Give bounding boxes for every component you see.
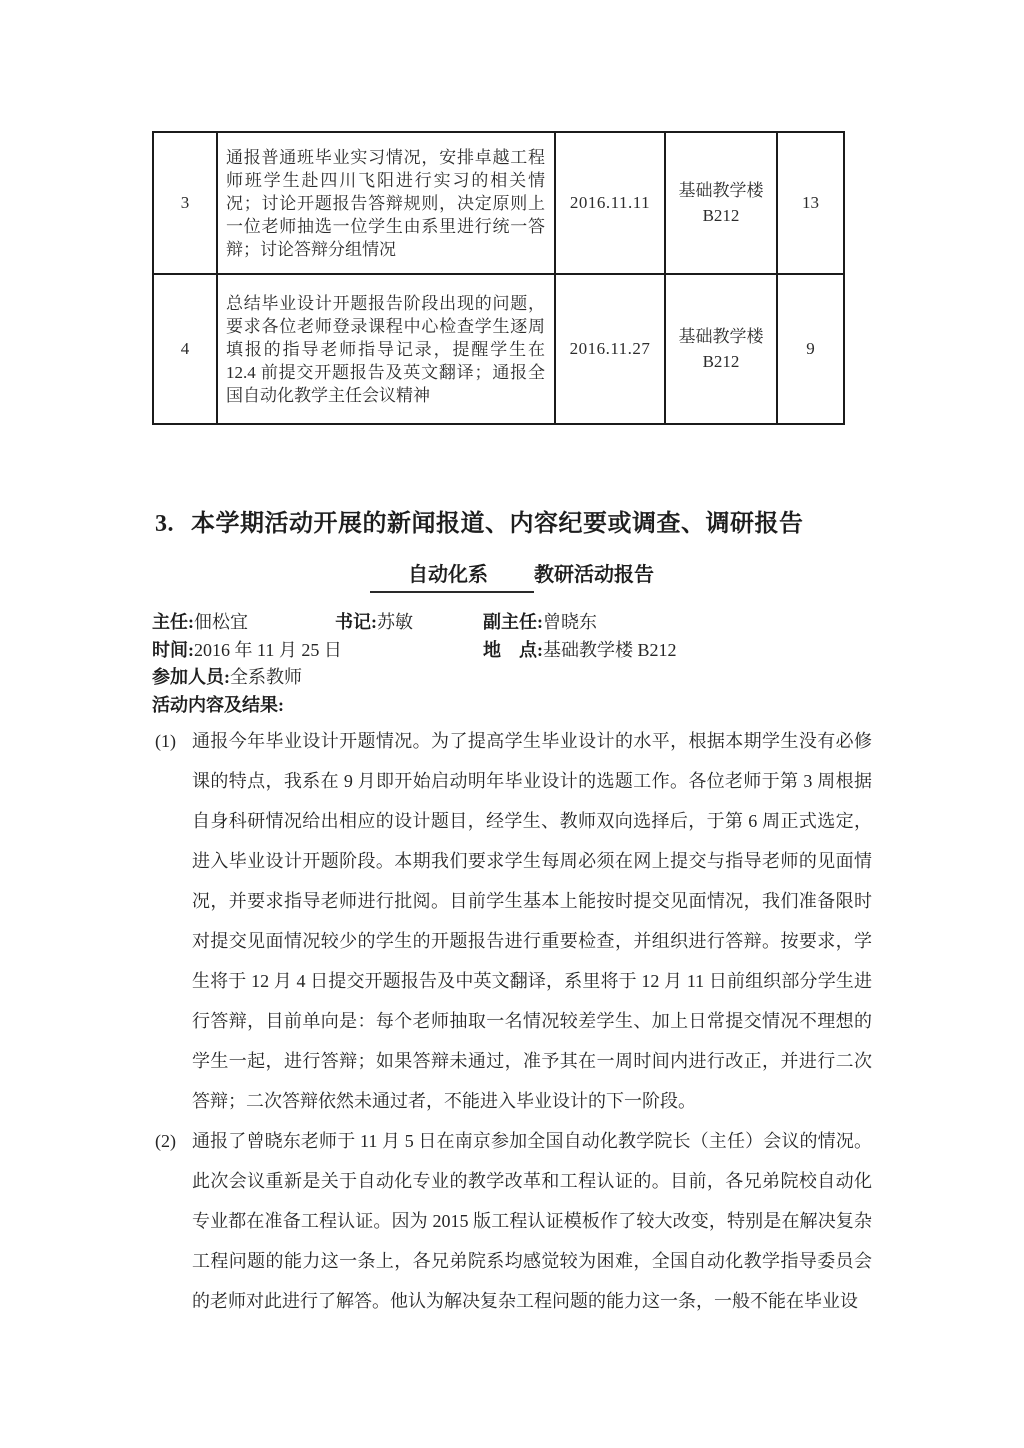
director-field: [152, 609, 335, 637]
table-row: [153, 274, 844, 424]
report-subtitle: [0, 561, 1024, 593]
item-text: 通报了曾晓东老师于 11 月 5 日在南京参加全国自动化教学院长（主任）会议的情况。此次会议重新是关于自动化专业的教学改革和工程认证的。目前，各兄弟院校自动化专业都在准备工程认证。因为 2015 版工程认证模板作了较大改变，特别是在解决复杂工程问题的能力这一条上，各兄弟院系均感觉较为困难，全国自动化教学指导委员会的老师对此进行了解答。他认为解决复杂工程问题的能力这一条，一般不能在毕业设: [192, 1131, 872, 1311]
secretary-field: [335, 609, 483, 637]
time-value: 2016 年 11 月 25 日: [194, 639, 342, 660]
table-row: [153, 132, 844, 274]
row-count-cell: 9: [777, 274, 844, 424]
participants-value: 全系教师: [230, 667, 302, 687]
row-date-cell: 2016.11.11: [555, 132, 665, 274]
row-count-cell: 13: [777, 132, 844, 274]
section-number: 3.: [155, 511, 174, 537]
activity-table: [152, 131, 845, 425]
content-label: 活动内容及结果:: [152, 694, 284, 715]
row-number-cell: 4: [153, 274, 217, 424]
deputy-field: [483, 609, 597, 637]
meta-row-participants: [152, 664, 876, 692]
time-label: 时间:: [152, 639, 194, 660]
place-field: [483, 637, 677, 665]
deputy-value: 曾晓东: [543, 612, 597, 632]
row-location-cell: 基础教学楼 B212: [665, 132, 777, 274]
meta-row-people: [152, 609, 876, 637]
secretary-value: 苏敏: [377, 612, 413, 632]
row-description-cell: 总结毕业设计开题报告阶段出现的问题，要求各位老师登录课程中心检查学生逐周填报的指导老师指导记录，提醒学生在 12.4 前提交开题报告及英文翻译；通报全国自动化教学主任会议精神: [217, 274, 555, 424]
place-label: 地 点:: [483, 639, 543, 660]
row-number-cell: 3: [153, 132, 217, 274]
section-title-text: 本学期活动开展的新闻报道、内容纪要或调查、调研报告: [191, 511, 804, 537]
director-value: 佃松宜: [194, 612, 248, 632]
item-marker: (1): [155, 731, 176, 751]
participants-label: 参加人员:: [152, 667, 230, 687]
report-type: 教研活动报告: [534, 564, 654, 586]
director-label: 主任:: [152, 612, 194, 632]
place-value: 基础教学楼 B212: [543, 639, 677, 660]
meta-block: [152, 609, 876, 719]
activity-content: [155, 721, 872, 1321]
secretary-label: 书记:: [335, 612, 377, 632]
row-location-cell: 基础教学楼 B212: [665, 274, 777, 424]
deputy-label: 副主任:: [483, 612, 543, 632]
content-item-1: [155, 721, 872, 1121]
meta-row-content-label: [152, 692, 876, 720]
content-item-2: [155, 1121, 872, 1321]
time-field: [152, 637, 483, 665]
row-date-cell: 2016.11.27: [555, 274, 665, 424]
section-title: [155, 508, 804, 540]
department-name: 自动化系: [370, 561, 534, 593]
row-description-cell: 通报普通班毕业实习情况，安排卓越工程师班学生赴四川飞阳进行实习的相关情况；讨论开题报告答辩规则，决定原则上一位老师抽选一位学生由系里进行统一答辩；讨论答辩分组情况: [217, 132, 555, 274]
item-marker: (2): [155, 1131, 176, 1151]
item-text: 通报今年毕业设计开题情况。为了提高学生毕业设计的水平，根据本期学生没有必修课的特点，我系在 9 月即开始启动明年毕业设计的选题工作。各位老师于第 3 周根据自身科研情况给出相应的设计题目，经学生、教师双向选择后，于第 6 周正式选定，进入毕业设计开题阶段。本期我们要求学生每周必须在网上提交与指导老师的见面情况，并要求指导老师进行批阅。目前学生基本上能按时提交见面情况，我们准备限时对提交见面情况较少的学生的开题报告进行重要检查，并组织进行答辩。按要求，学生将于 12 月 4 日提交开题报告及中英文翻译，系里将于 12 月 11 日前组织部分学生进行答辩，目前单向是：每个老师抽取一名情况较差学生、加上日常提交情况不理想的学生一起，进行答辩；如果答辩未通过，准予其在一周时间内进行改正，并进行二次答辩；二次答辩依然未通过者，不能进入毕业设计的下一阶段。: [192, 731, 872, 1111]
meta-row-time-place: [152, 637, 876, 665]
